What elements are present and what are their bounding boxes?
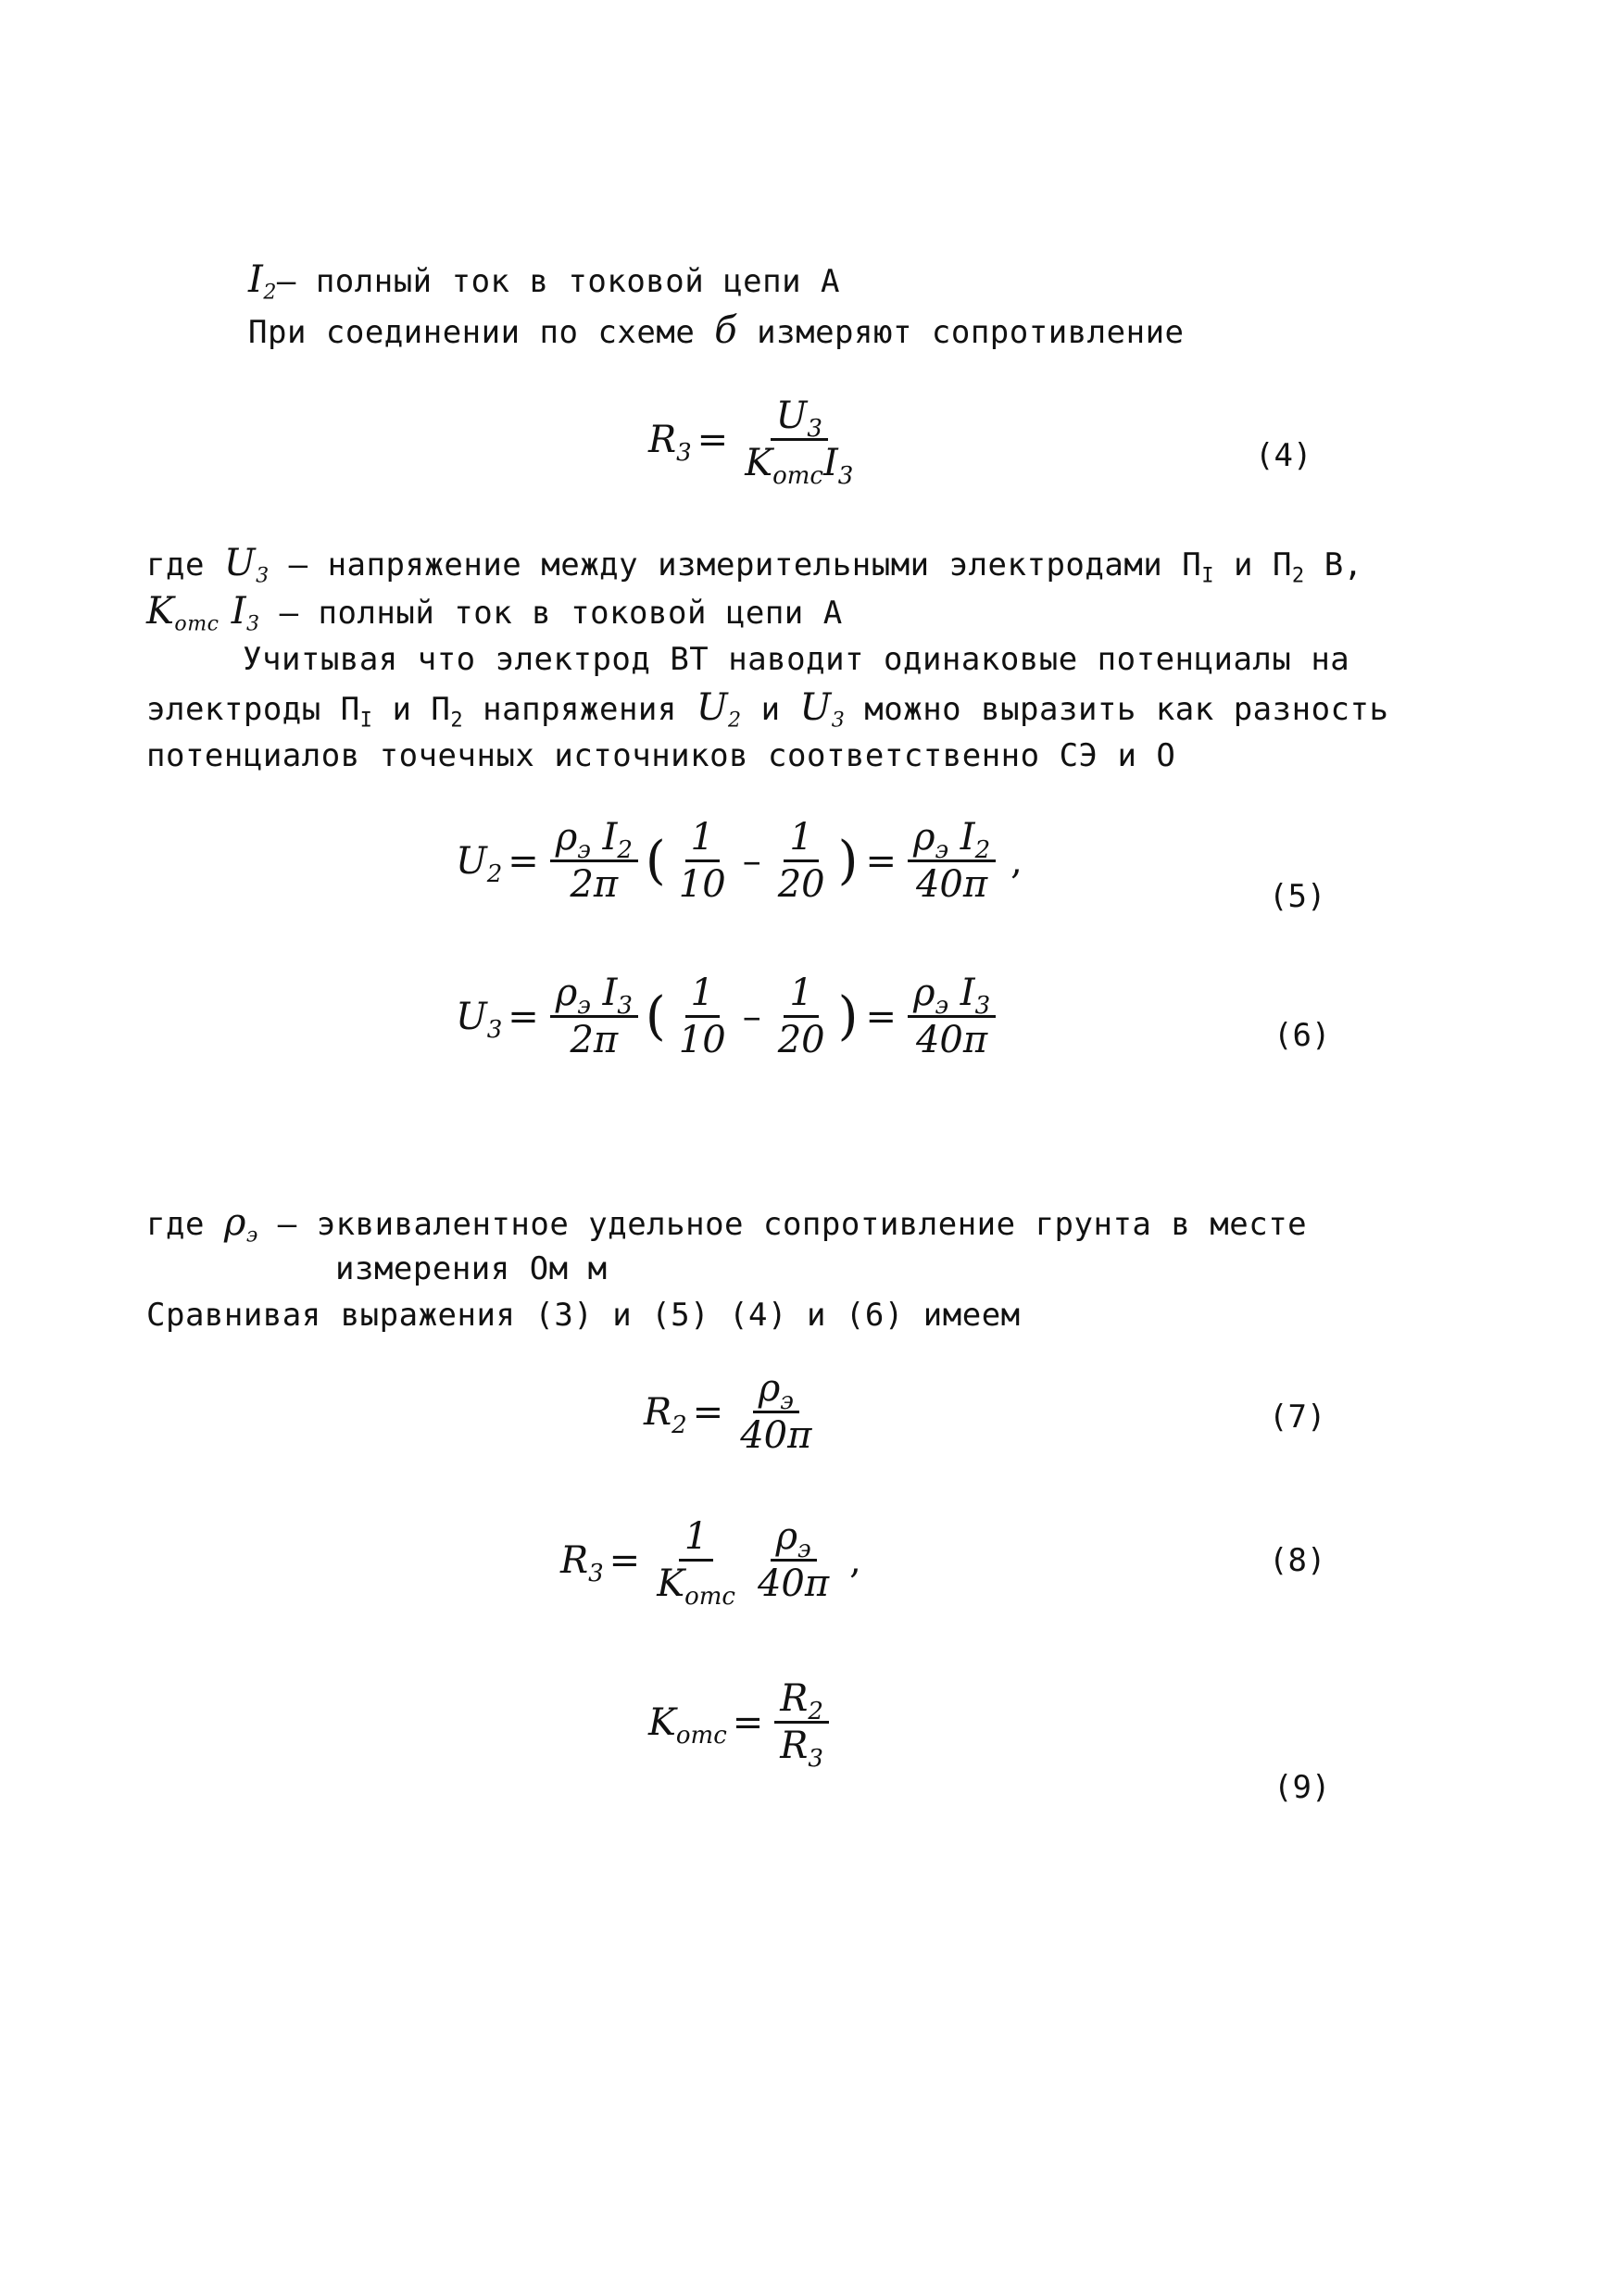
symbol-I: I — [219, 590, 247, 633]
symbol-rho: ρ — [223, 1201, 246, 1244]
numerator: 1 — [784, 971, 818, 1018]
line-text: – полный ток в токовой цепи А — [276, 263, 840, 300]
eq-sign: = — [865, 995, 897, 1038]
eq-sign: = — [508, 995, 539, 1038]
text-line-scheme-b — [248, 309, 1185, 352]
fraction — [752, 1514, 835, 1606]
equation-7 — [644, 1366, 822, 1458]
subscript: I — [1201, 563, 1215, 588]
minus-sign: – — [742, 995, 761, 1038]
fraction — [908, 815, 996, 907]
fraction — [673, 971, 732, 1062]
line-text: Учитывая что электрод ВТ наводит одинаковые потенциалы на — [243, 641, 1350, 678]
equation-number-4: (4) — [1255, 437, 1312, 474]
eq-lhs: $U_3$ — [456, 995, 503, 1044]
equation-number-9: (9) — [1274, 1769, 1331, 1806]
numerator: $\rho_э$ $I_2$ — [550, 815, 638, 862]
fraction — [651, 1514, 741, 1612]
paren-right: ) — [837, 986, 859, 1047]
text-line-current-definition — [248, 258, 840, 305]
symbol-U: U — [696, 686, 729, 729]
numerator: 1 — [685, 971, 720, 1018]
line-text: и П — [372, 691, 451, 728]
denominator: 20 — [777, 863, 825, 906]
fraction — [774, 1676, 829, 1774]
line-text: где — [146, 1206, 224, 1243]
comma: , — [1010, 839, 1023, 883]
numerator: 1 — [685, 815, 720, 862]
denominator: $K_{отс}I_3$ — [745, 442, 854, 491]
text-line-k-definition — [146, 590, 843, 636]
paren-left: ( — [645, 831, 666, 891]
line-text: – напряжение между измерительными электродами П — [269, 546, 1202, 583]
line-text: Сравнивая выражения (3) и (5) (4) и (6) имеем — [146, 1297, 1021, 1334]
symbol-U: U — [799, 686, 832, 729]
fraction — [673, 815, 732, 907]
equation-5 — [456, 815, 1023, 907]
eq-lhs: $R_2$ — [644, 1390, 687, 1439]
subscript: 3 — [246, 611, 260, 636]
numerator: $\rho_э$ $I_3$ — [550, 971, 638, 1018]
equation-number-6: (6) — [1274, 1017, 1331, 1054]
line-text: и П — [1214, 546, 1292, 583]
symbol-K: K — [146, 590, 175, 633]
fraction — [739, 394, 859, 491]
subscript: 2 — [263, 280, 277, 305]
scheme-letter: б — [714, 309, 738, 352]
numerator: $U_3$ — [771, 394, 828, 441]
fraction — [734, 1366, 817, 1458]
line-text: В, — [1304, 546, 1363, 583]
text-line-u3-definition — [146, 542, 1363, 588]
subscript: 2 — [728, 708, 742, 733]
numerator: $\rho_э$ $I_2$ — [908, 815, 996, 862]
text-line-potentials — [146, 737, 1175, 774]
fraction — [772, 815, 831, 907]
comma: , — [849, 1538, 861, 1582]
line-text: и — [741, 691, 800, 728]
line-text: где — [146, 546, 224, 583]
subscript: 3 — [831, 708, 846, 733]
equation-number-5: (5) — [1269, 878, 1326, 915]
fraction — [550, 815, 638, 907]
denominator: 40π — [915, 1019, 988, 1061]
eq-sign: = — [692, 1390, 724, 1434]
minus-sign: – — [742, 839, 761, 883]
numerator: $R_2$ — [774, 1676, 829, 1724]
line-text: измеряют сопротивление — [737, 314, 1185, 351]
eq-sign: = — [508, 839, 539, 883]
line-text: – эквивалентное удельное сопротивление грунта в месте — [257, 1206, 1308, 1243]
line-text: можно выразить как разность — [845, 691, 1389, 728]
text-line-rho-definition — [146, 1201, 1308, 1248]
fraction — [772, 971, 831, 1062]
denominator: 40π — [740, 1414, 812, 1457]
line-text: – полный ток в токовой цепи А — [259, 595, 843, 632]
denominator: 2π — [570, 1019, 619, 1061]
text-line-comparing — [146, 1297, 1021, 1334]
line-text: напряжения — [463, 691, 697, 728]
eq-lhs: $U_2$ — [456, 839, 503, 888]
line-text: измерения Ом м — [335, 1250, 608, 1287]
equation-4 — [648, 394, 864, 491]
paren-left: ( — [645, 986, 666, 1047]
denominator: 10 — [678, 863, 726, 906]
eq-sign: = — [697, 418, 729, 461]
subscript: 2 — [1291, 563, 1305, 588]
equation-9 — [648, 1676, 835, 1774]
fraction — [908, 971, 996, 1062]
denominator: $R_3$ — [780, 1725, 823, 1774]
eq-lhs: $R_3$ — [560, 1538, 604, 1587]
paren-right: ) — [837, 831, 859, 891]
eq-lhs: $R_3$ — [648, 418, 692, 467]
denominator: $K_{отс}$ — [657, 1562, 735, 1612]
denominator: 10 — [678, 1019, 726, 1061]
numerator: $\rho_э$ — [753, 1366, 799, 1413]
eq-sign: = — [732, 1700, 764, 1744]
denominator: 40π — [757, 1562, 830, 1605]
symbol-U: U — [223, 542, 257, 584]
fraction — [550, 971, 638, 1062]
subscript: 2 — [450, 708, 464, 733]
eq-sign: = — [865, 839, 897, 883]
eq-lhs: $K_{отс}$ — [648, 1700, 727, 1750]
line-text: электроды П — [146, 691, 360, 728]
equation-number-7: (7) — [1269, 1399, 1326, 1436]
subscript: I — [359, 708, 373, 733]
numerator: 1 — [679, 1514, 713, 1562]
text-line-electrodes — [146, 686, 1389, 733]
equation-8 — [560, 1514, 861, 1612]
denominator: 2π — [570, 863, 619, 906]
subscript: 3 — [256, 563, 270, 588]
subscript: отс — [174, 611, 220, 636]
line-text: потенциалов точечных источников соответственно СЭ и О — [146, 737, 1176, 774]
text-line-measurement-units — [335, 1250, 608, 1287]
denominator: 40π — [915, 863, 988, 906]
denominator: 20 — [777, 1019, 825, 1061]
text-line-paragraph-start — [243, 641, 1349, 678]
numerator: $\rho_э$ $I_3$ — [908, 971, 996, 1018]
subscript: э — [245, 1223, 258, 1248]
symbol-I: I — [248, 258, 264, 301]
eq-sign: = — [609, 1538, 641, 1582]
numerator: 1 — [784, 815, 818, 862]
equation-number-8: (8) — [1269, 1542, 1326, 1579]
equation-6 — [456, 971, 1001, 1062]
line-text: При соединении по схеме — [248, 314, 715, 351]
numerator: $\rho_э$ — [771, 1514, 817, 1562]
